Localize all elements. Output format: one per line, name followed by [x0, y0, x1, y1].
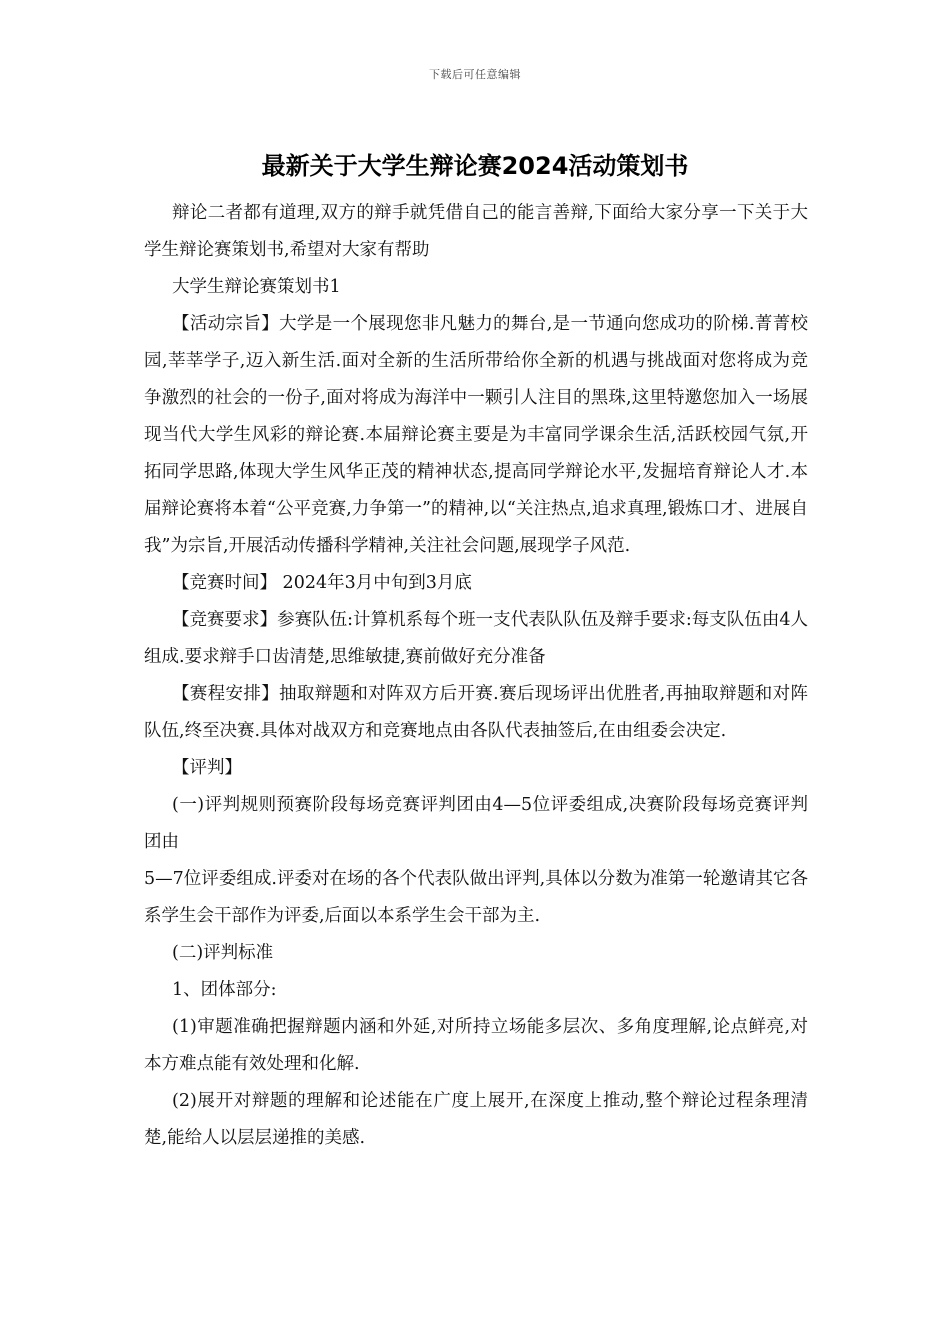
section-heading: 大学生辩论赛策划书1: [172, 277, 341, 297]
team-section-heading: 1、团体部分:: [172, 980, 277, 1000]
requirements-paragraph: 【竞赛要求】参赛队伍:计算机系每个班一支代表队队伍及辩手要求:每支队伍由4人组成.要求辩手口齿清楚,思维敏捷,赛前做好充分准备: [144, 610, 808, 667]
judging-criteria-heading: (二)评判标准: [172, 943, 274, 963]
document-title: 最新关于大学生辩论赛2024活动策划书: [261, 152, 689, 180]
criterion-1-paragraph: (1)审题准确把握辩题内涵和外延,对所持立场能多层次、多角度理解,论点鲜亮,对本方难点能有效处理和化解.: [144, 1017, 808, 1074]
schedule-paragraph: 【赛程安排】抽取辩题和对阵双方后开赛.赛后现场评出优胜者,再抽取辩题和对阵队伍,终至决赛.具体对战双方和竞赛地点由各队代表抽签后,在由组委会决定.: [144, 684, 808, 741]
judging-heading: 【评判】: [172, 758, 242, 778]
header-note: 下载后可任意编辑: [429, 68, 521, 81]
time-paragraph: 【竞赛时间】 2024年3月中旬到3月底: [172, 573, 472, 593]
purpose-paragraph: 【活动宗旨】大学是一个展现您非凡魅力的舞台,是一节通向您成功的阶梯.菁菁校园,莘莘学子,迈入新生活.面对全新的生活所带给你全新的机遇与挑战面对您将成为竞争激烈的社会的一份子,面对将成为海洋中一颗引人注目的黑珠,这里特邀您加入一场展现当代大学生风彩的辩论赛.本届辩论赛主要是为丰富同学课余生活,活跃校园气氛,开拓同学思路,体现大学生风华正茂的精神状态,提高同学辩论水平,发掘培育辩论人才.本届辩论赛将本着“公平竞赛,力争第一”的精神,以“关注热点,追求真理,锻炼口才、进展自我”为宗旨,开展活动传播科学精神,关注社会问题,展现学子风范.: [144, 314, 808, 556]
document-body: [144, 195, 808, 1157]
criterion-2-paragraph: (2)展开对辩题的理解和论述能在广度上展开,在深度上推动,整个辩论过程条理清楚,能给人以层层递推的美感.: [144, 1091, 808, 1148]
judging-rules-paragraph: (一)评判规则预赛阶段每场竞赛评判团由4—5位评委组成,决赛阶段每场竞赛评判团由: [144, 795, 808, 852]
intro-paragraph: 辩论二者都有道理,双方的辩手就凭借自己的能言善辩,下面给大家分享一下关于大学生辩论赛策划书,希望对大家有帮助: [144, 203, 808, 260]
judging-rules-continued: 5—7位评委组成.评委对在场的各个代表队做出评判,具体以分数为准第一轮邀请其它各系学生会干部作为评委,后面以本系学生会干部为主.: [144, 869, 808, 926]
